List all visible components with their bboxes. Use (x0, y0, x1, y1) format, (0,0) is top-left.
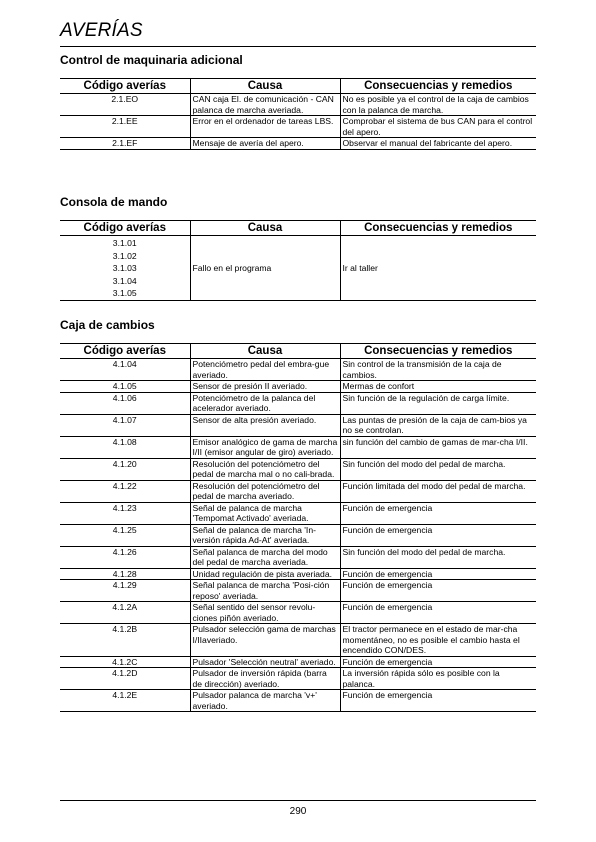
code-item: 3.1.01 (112, 238, 137, 248)
table-row (60, 359, 536, 381)
fault-table (60, 78, 536, 150)
code-item: 3.1.03 (112, 263, 137, 273)
header-code: Código averías (60, 79, 190, 94)
page-number: 290 (289, 806, 307, 817)
header-cause: Causa (190, 344, 340, 359)
remedy-cell: La inversión rápida sólo es posible con la palanca. (340, 668, 536, 690)
remedy-cell: Mermas de confort (340, 381, 536, 393)
remedy-cell: sin función del cambio de gamas de mar-cha I/II. (340, 436, 536, 458)
cause-cell: CAN caja El. de comunicación - CAN palanca de marcha averiada. (190, 94, 340, 116)
code-cell: 4.1.08 (60, 436, 190, 458)
table-row (60, 480, 536, 502)
cause-cell: Pulsador palanca de marcha 'v+' averiado. (190, 690, 340, 712)
table-header-row (60, 344, 536, 359)
cause-cell: Unidad regulación de pista averiada. (190, 568, 340, 580)
header-cause: Causa (190, 79, 340, 94)
section-consola-mando (60, 194, 536, 301)
remedy-cell: No es posible ya el control de la caja de cambios con la palanca de marcha. (340, 94, 536, 116)
remedy-cell: Función limitada del modo del pedal de marcha. (340, 480, 536, 502)
remedy-cell: Función de emergencia (340, 568, 536, 580)
section-title: Consola de mando (60, 195, 168, 209)
code-cell: 4.1.20 (60, 458, 190, 480)
remedy-cell: El tractor permanece en el estado de mar-cha momentáneo, no es posible el cambio hasta el encendido CON/DES. (340, 624, 536, 657)
table-row (60, 138, 536, 150)
remedy-cell: Función de emergencia (340, 524, 536, 546)
table-header-row (60, 79, 536, 94)
code-cell: 2.1.EF (60, 138, 190, 150)
code-cell: 4.1.06 (60, 392, 190, 414)
cause-cell: Sensor de alta presión averiado. (190, 414, 340, 436)
header-consequences: Consecuencias y remedios (340, 344, 536, 359)
table-row (60, 458, 536, 480)
header-cause: Causa (190, 221, 340, 236)
table-row (60, 624, 536, 657)
code-cell: 4.1.04 (60, 359, 190, 381)
code-cell: 4.1.2E (60, 690, 190, 712)
table-row (60, 568, 536, 580)
cause-cell: Resolución del potenciómetro del pedal de marcha mal o no cali-brada. (190, 458, 340, 480)
table-row (60, 236, 536, 301)
fault-table (60, 343, 536, 712)
table-row (60, 381, 536, 393)
table-row (60, 436, 536, 458)
table-row (60, 116, 536, 138)
table-row (60, 668, 536, 690)
code-item: 3.1.05 (112, 288, 137, 298)
cause-cell: Potenciómetro de la palanca del acelerador averiado. (190, 392, 340, 414)
table-row (60, 580, 536, 602)
section-control-maquinaria (60, 52, 536, 150)
header-code: Código averías (60, 221, 190, 236)
table-row (60, 392, 536, 414)
remedy-cell: Función de emergencia (340, 502, 536, 524)
remedy-cell: Función de emergencia (340, 690, 536, 712)
cause-cell: Señal palanca de marcha del modo del pedal de marcha averiada. (190, 546, 340, 568)
table-row (60, 524, 536, 546)
code-cell: 4.1.2A (60, 602, 190, 624)
cause-cell: Resolución del potenciómetro del pedal de marcha averiado. (190, 480, 340, 502)
section-title: Caja de cambios (60, 318, 155, 332)
table-row (60, 502, 536, 524)
header-consequences: Consecuencias y remedios (340, 221, 536, 236)
cause-cell: Señal sentido del sensor revolu-ciones piñón averiado. (190, 602, 340, 624)
footer-rule (60, 800, 536, 801)
section-caja-cambios (60, 317, 536, 712)
code-cell: 4.1.05 (60, 381, 190, 393)
code-cell: 2.1.EO (60, 94, 190, 116)
table-header-row (60, 221, 536, 236)
remedy-cell: Las puntas de presión de la caja de cam-bios ya no se controlan. (340, 414, 536, 436)
code-list (60, 236, 190, 301)
code-cell: 4.1.07 (60, 414, 190, 436)
cause-cell: Potenciómetro pedal del embra-gue averiado. (190, 359, 340, 381)
code-cell: 4.1.2C (60, 656, 190, 668)
code-cell: 4.1.2D (60, 668, 190, 690)
remedy-cell: Sin función de la regulación de carga límite. (340, 392, 536, 414)
cause-cell: Señal de palanca de marcha 'Tempomat Activado' averiada. (190, 502, 340, 524)
cause-cell: Pulsador de inversión rápida (barra de dirección) averiado. (190, 668, 340, 690)
remedy-cell: Sin función del modo del pedal de marcha. (340, 458, 536, 480)
cause-cell: Mensaje de avería del apero. (190, 138, 340, 150)
cause-cell: Sensor de presión II averiado. (190, 381, 340, 393)
code-cell: 2.1.EE (60, 116, 190, 138)
code-item: 3.1.02 (112, 250, 137, 261)
remedy-cell: Ir al taller (340, 236, 536, 301)
remedy-cell: Sin función del modo del pedal de marcha. (340, 546, 536, 568)
code-item: 3.1.04 (112, 275, 137, 286)
cause-cell: Señal de palanca de marcha 'In-versión rápida Ad-At' averiada. (190, 524, 340, 546)
header-rule (60, 46, 536, 47)
code-cell: 4.1.25 (60, 524, 190, 546)
header-consequences: Consecuencias y remedios (340, 79, 536, 94)
code-cell: 4.1.22 (60, 480, 190, 502)
code-cell: 4.1.26 (60, 546, 190, 568)
cause-cell: Emisor analógico de gama de marcha I/II (emisor angular de giro) averiado. (190, 436, 340, 458)
fault-table (60, 220, 536, 301)
table-row (60, 414, 536, 436)
remedy-cell: Función de emergencia (340, 656, 536, 668)
remedy-cell: Comprobar el sistema de bus CAN para el control del apero. (340, 116, 536, 138)
table-row (60, 94, 536, 116)
cause-cell: Error en el ordenador de tareas LBS. (190, 116, 340, 138)
section-title: Control de maquinaria adicional (60, 53, 243, 67)
table-row (60, 656, 536, 668)
page-title: AVERÍAS (60, 20, 143, 41)
cause-cell: Pulsador selección gama de marchas I/IIaveriado. (190, 624, 340, 657)
header-code: Código averías (60, 344, 190, 359)
remedy-cell: Observar el manual del fabricante del apero. (340, 138, 536, 150)
remedy-cell: Función de emergencia (340, 602, 536, 624)
cause-cell: Pulsador 'Selección neutral' averiado. (190, 656, 340, 668)
code-cell: 4.1.23 (60, 502, 190, 524)
cause-cell: Fallo en el programa (190, 236, 340, 301)
table-row (60, 546, 536, 568)
cause-cell: Señal palanca de marcha 'Posi-ción reposo' averiada. (190, 580, 340, 602)
table-row (60, 602, 536, 624)
remedy-cell: Sin control de la transmisión de la caja de cambios. (340, 359, 536, 381)
code-cell: 4.1.2B (60, 624, 190, 657)
code-cell: 4.1.28 (60, 568, 190, 580)
table-row (60, 690, 536, 712)
remedy-cell: Función de emergencia (340, 580, 536, 602)
code-cell: 4.1.29 (60, 580, 190, 602)
